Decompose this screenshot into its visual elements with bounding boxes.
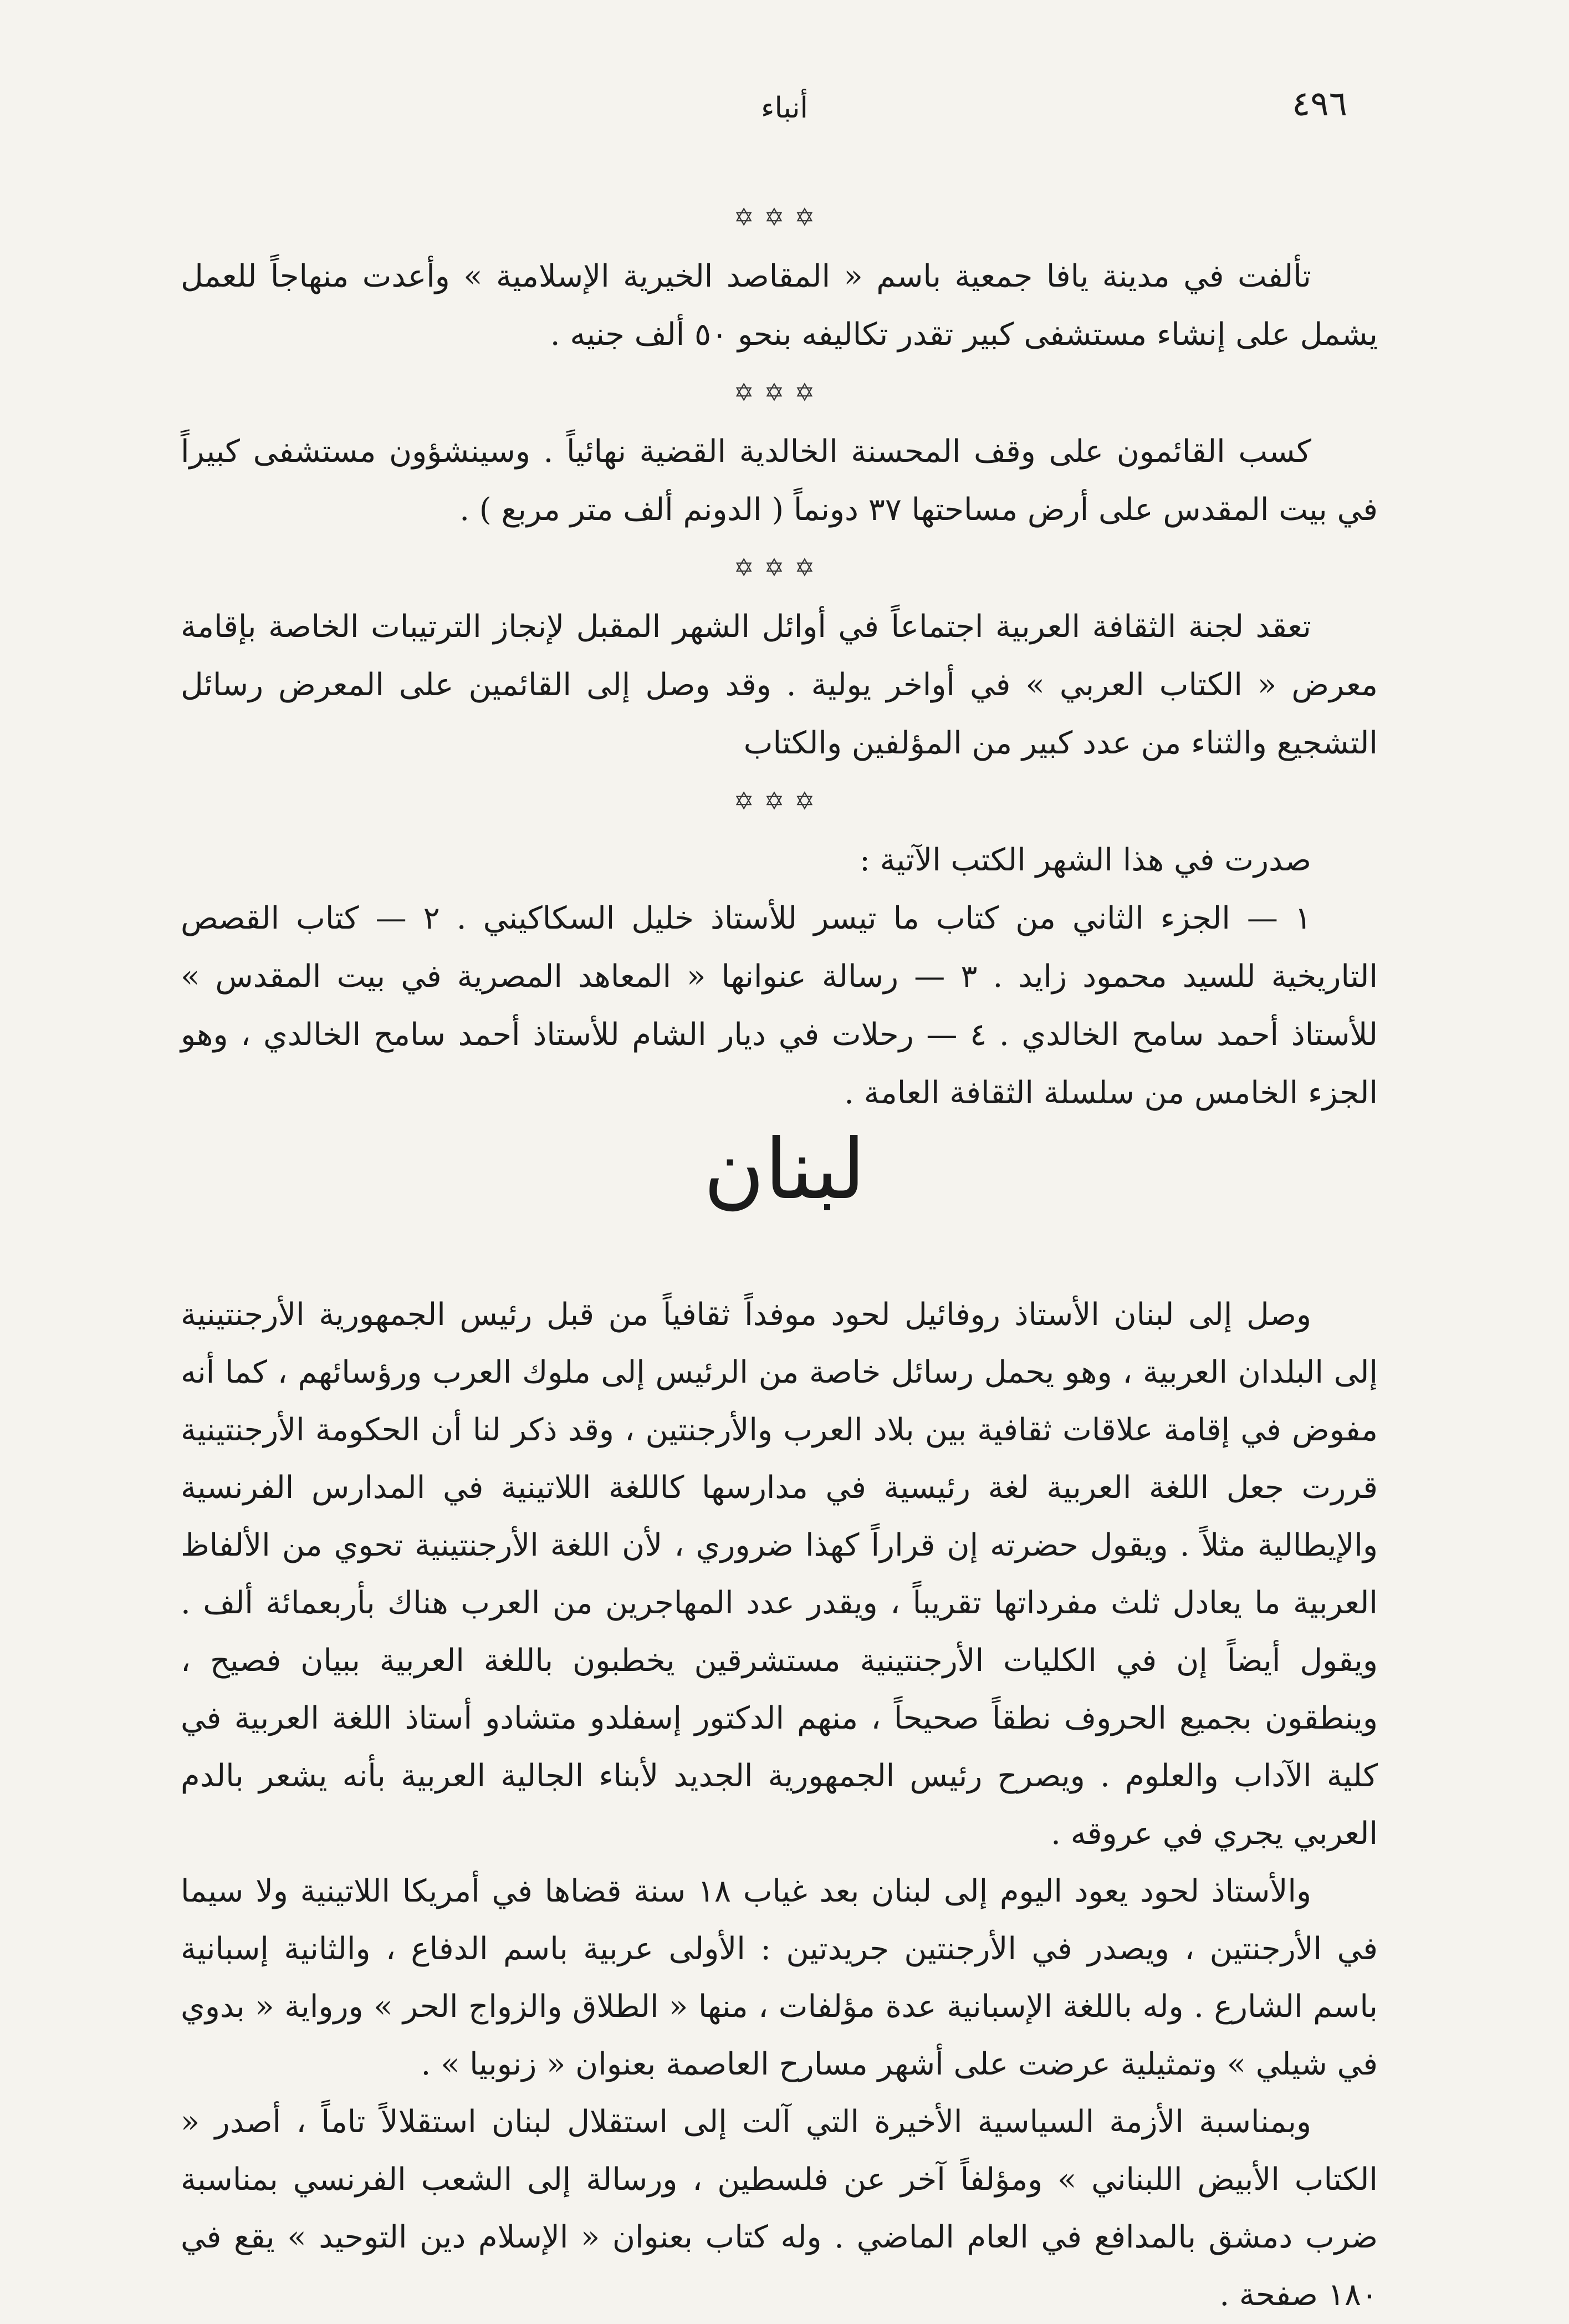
books-list: ١ — الجزء الثاني من كتاب ما تيسر للأستاذ خليل السكاكيني . ٢ — كتاب القصص التاريخية للسيد محمود زايد . ٣ — رسالة عنوانها « المعاهد المصرية في بيت المقدس » للأستاذ أحمد سامح الخالدي . ٤ — رحلات في ديار الشام للأستاذ أحمد سامح الخالدي ، وهو الجزء الخامس من سلسلة الثقافة العامة .: [181, 900, 1378, 1111]
separator-stars: ✡✡✡: [733, 203, 825, 232]
separator-stars: ✡✡✡: [733, 787, 825, 816]
lebanon-paragraph-1: وصل إلى لبنان الأستاذ روفائيل لحود موفداً ثقافياً من قبل رئيس الجمهورية الأرجنتينية إلى البلدان العربية ، وهو يحمل رسائل خاصة من الرئيس إلى ملوك العرب ورؤسائهم ، كما أنه مفوض في إقامة علاقات ثقافية بين بلاد العرب والأرجنتين ، وقد ذكر لنا أن الحكومة الأرجنتينية قررت جعل اللغة العربية لغة رئيسية في مدارسها كاللغة اللاتينية في المدارس الفرنسية والإيطالية مثلاً . ويقول حضرته إن قراراً كهذا ضروري ، لأن اللغة الأرجنتينية تحوي من الألفاظ العربية ما يعادل ثلث مفرداتها تقريباً ، ويقدر عدد المهاجرين من العرب هناك بأربعمائة ألف . ويقول أيضاً إن في الكليات الأرجنتينية مستشرقين يخطبون باللغة العربية ببيان فصيح ، وينطقون بجميع الحروف نطقاً صحيحاً ، منهم الدكتور إسفلدو متشادو أستاذ اللغة العربية في كلية الآداب والعلوم . ويصرح رئيس الجمهورية الجديد لأبناء الجالية العربية بأنه يشعر بالدم العربي يجري في عروقه .: [181, 1297, 1378, 1852]
books-intro: صدرت في هذا الشهر الكتب الآتية :: [859, 842, 1311, 878]
lebanon-section: [181, 1286, 1378, 2324]
page-number: ٤٩٦: [1292, 83, 1347, 124]
lebanon-paragraph-3: وبمناسبة الأزمة السياسية الأخيرة التي آلت إلى استقلال لبنان استقلالاً تاماً ، أصدر « الكتاب الأبيض اللبناني » ومؤلفاً آخر عن فلسطين ، ورسالة إلى الشعب الفرنسي بمناسبة ضرب دمشق بالمدافع في العام الماضي . وله كتاب بعنوان « الإسلام دين التوحيد » يقع في ١٨٠ صفحة .: [181, 2104, 1378, 2313]
separator-stars: ✡✡✡: [733, 554, 825, 582]
news-item-2: كسب القائمون على وقف المحسنة الخالدية القضية نهائياً . وسينشؤون مستشفى كبيراً في بيت المقدس على أرض مساحتها ٣٧ دونماً ( الدونم ألف متر مربع ) .: [181, 434, 1378, 528]
news-item-3: تعقد لجنة الثقافة العربية اجتماعاً في أوائل الشهر المقبل لإنجاز الترتيبات الخاصة بإقامة معرض « الكتاب العربي » في أواخر يولية . وقد وصل إلى القائمين على المعرض رسائل التشجيع والثناء من عدد كبير من المؤلفين والكتاب: [181, 609, 1378, 761]
running-title: أنباء: [761, 91, 808, 125]
section-title: لبنان: [703, 1122, 866, 1218]
news-section: [181, 188, 1378, 1122]
lebanon-paragraph-2: والأستاذ لحود يعود اليوم إلى لبنان بعد غياب ١٨ سنة قضاها في أمريكا اللاتينية ولا سيما في الأرجنتين ، ويصدر في الأرجنتين جريدتين : الأولى عربية باسم الدفاع ، والثانية إسبانية باسم الشارع . وله باللغة الإسبانية عدة مؤلفات ، منها « الطلاق والزواج الحر » ورواية « بدوي في شيلي » وتمثيلية عرضت على أشهر مسارح العاصمة بعنوان « زنوبيا » .: [181, 1873, 1378, 2082]
separator-stars: ✡✡✡: [733, 379, 825, 407]
news-item-1: تألفت في مدينة يافا جمعية باسم « المقاصد الخيرية الإسلامية » وأعدت منهاجاً للعمل يشمل على إنشاء مستشفى كبير تقدر تكاليفه بنحو ٥٠ ألف جنيه .: [181, 258, 1378, 353]
